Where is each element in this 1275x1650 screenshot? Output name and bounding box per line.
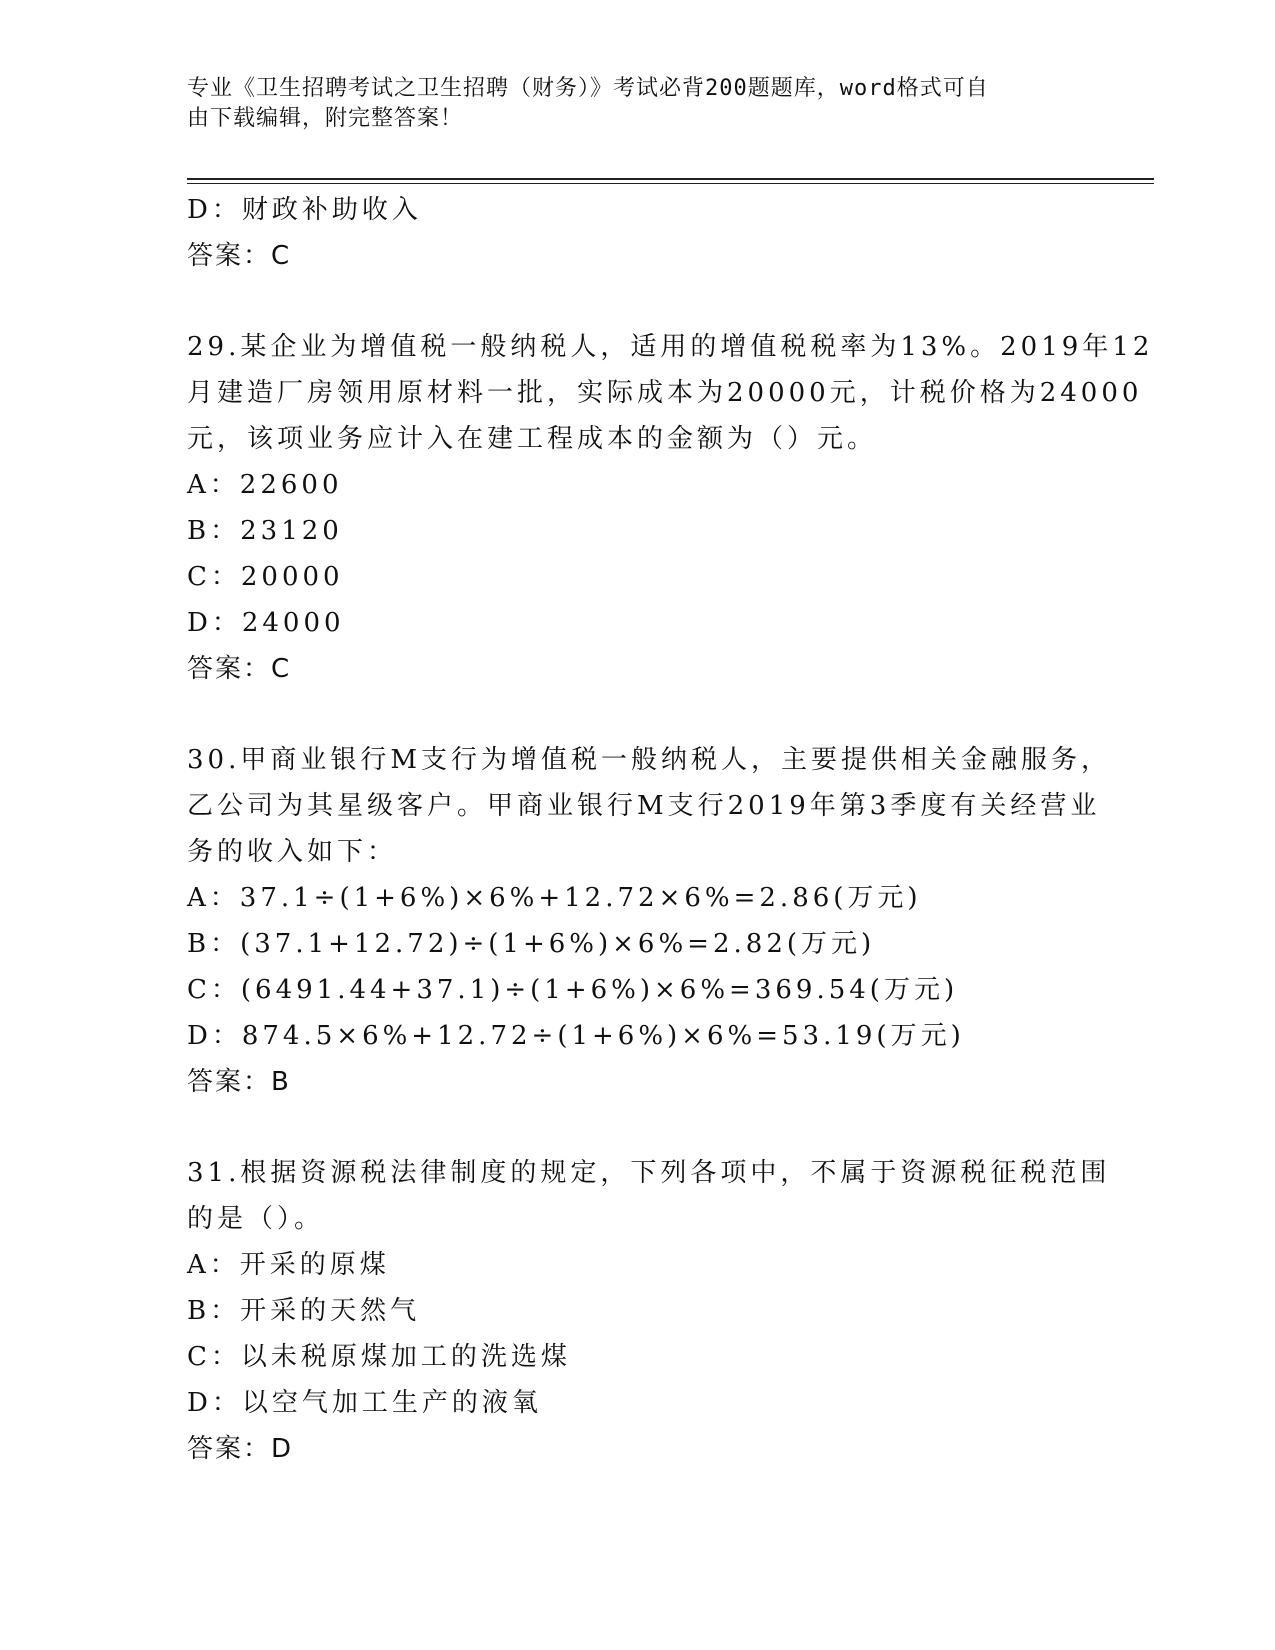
question-30-option-a: A：37.1÷(1+6%)×6%+12.72×6%=2.86(万元) bbox=[187, 883, 922, 913]
question-list bbox=[187, 187, 1154, 1472]
question-29-option-a: A：22600 bbox=[187, 470, 343, 500]
question-31-stem-line: 的是（）。 bbox=[187, 1204, 325, 1234]
question-29-option-d: D：24000 bbox=[187, 608, 345, 638]
question-31-option-b: B：开采的天然气 bbox=[187, 1296, 421, 1326]
question-29-answer: 答案：C bbox=[187, 654, 292, 684]
question-30-option-b: B：(37.1+12.72)÷(1+6%)×6%=2.82(万元) bbox=[187, 929, 876, 959]
question-29 bbox=[187, 324, 1154, 692]
question-29-stem-line: 29.某企业为增值税一般纳税人，适用的增值税税率为13%。2019年12 bbox=[187, 332, 1154, 362]
question-31-option-c: C：以未税原煤加工的洗选煤 bbox=[187, 1342, 571, 1372]
prev-option-d: D：财政补助收入 bbox=[187, 195, 422, 225]
question-30-option-d: D：874.5×6%+12.72÷(1+6%)×6%=53.19(万元) bbox=[187, 1021, 965, 1051]
prev-answer: 答案：C bbox=[187, 241, 292, 271]
question-29-stem-line: 元，该项业务应计入在建工程成本的金额为（）元。 bbox=[187, 424, 878, 454]
question-31-option-d: D：以空气加工生产的液氧 bbox=[187, 1388, 542, 1418]
question-30-stem-line: 务的收入如下： bbox=[187, 837, 398, 867]
question-30-stem-line: 乙公司为其星级客户。甲商业银行M支行2019年第3季度有关经营业 bbox=[187, 791, 1101, 821]
header-line-2: 由下载编辑，附完整答案！ bbox=[187, 106, 464, 131]
question-30-option-c: C：(6491.44+37.1)÷(1+6%)×6%=369.54(万元) bbox=[187, 975, 959, 1005]
question-29-stem-line: 月建造厂房领用原材料一批，实际成本为20000元，计税价格为24000 bbox=[187, 378, 1143, 408]
question-30 bbox=[187, 737, 1111, 1105]
question-31-answer: 答案：D bbox=[187, 1434, 294, 1464]
question-31-option-a: A：开采的原煤 bbox=[187, 1250, 390, 1280]
question-31-stem-line: 31.根据资源税法律制度的规定，下列各项中，不属于资源税征税范围 bbox=[187, 1158, 1111, 1188]
question-30-answer: 答案：B bbox=[187, 1067, 291, 1097]
page-header bbox=[187, 74, 1067, 134]
question-29-option-c: C：20000 bbox=[187, 562, 344, 592]
question-29-option-b: B：23120 bbox=[187, 516, 343, 546]
header-divider bbox=[187, 178, 1154, 184]
question-30-stem-line: 30.甲商业银行M支行为增值税一般纳税人，主要提供相关金融服务， bbox=[187, 745, 1111, 775]
header-line-1: 专业《卫生招聘考试之卫生招聘（财务）》考试必背200题题库，word格式可自 bbox=[187, 76, 989, 101]
question-31 bbox=[187, 1150, 1111, 1472]
